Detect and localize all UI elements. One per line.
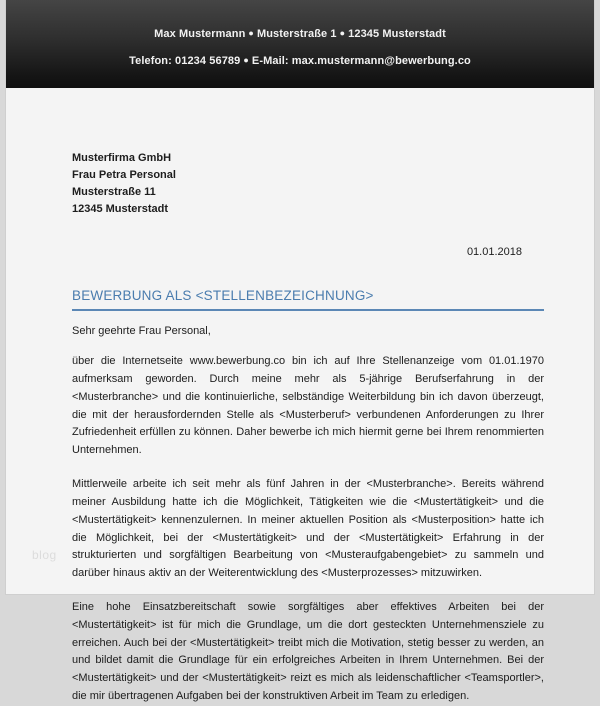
recipient-company: Musterfirma GmbH (72, 152, 172, 164)
letter-date: 01.01.2018 (466, 246, 522, 259)
letter-page (6, 0, 594, 702)
bullet-separator-icon: ● (243, 55, 249, 65)
bullet-separator-icon: ● (248, 27, 254, 38)
bullet-separator-icon: ● (339, 27, 346, 38)
sender-city: 12345 Musterstadt (348, 27, 446, 40)
subject-divider (72, 309, 544, 311)
recipient-person: Frau Petra Personal (72, 169, 176, 182)
sender-name: Max Mustermann (154, 27, 246, 40)
blog-watermark: blog (32, 548, 57, 562)
sender-street: Musterstraße 1 (256, 27, 337, 40)
recipient-city: 12345 Musterstadt (72, 203, 168, 216)
sender-phone: Telefon: 01234 56789 (129, 55, 241, 67)
sender-email[interactable]: E-Mail: max.mustermann@bewerbung.co (251, 55, 471, 67)
body-paragraph: Mittlerweile arbeite ich seit mehr als fünf Jahren in der <Musterbranche>. Bereits während meiner Ausbildung hatte ich die Möglichkeit, Tätigkeiten wie die <Mustertätigkeit> und die <Mustertätigkeit> kennenzulernen. In meiner aktuellen Position als <Musterposition> hatte ich die Möglichkeit, bei der <Mustertätigkeit> und der <Mustertätigkeit> Erfahrung in der strukturierten und sorgfältigen Bearbeitung von <Musteraufgabengebiet> zu sammeln und darüber hinaus aktiv an der Weiterentwicklung des <Musterprozesses> mitzuwirken. (72, 478, 544, 580)
recipient-address-block (72, 150, 544, 218)
recipient-street: Musterstraße 11 (72, 186, 156, 199)
body-paragraph: über die Internetseite www.bewerbung.co bin ich auf Ihre Stellenanzeige vom 01.01.1970 aufmerksam geworden. Durch meine mehr als 5-jährige Berufserfahrung in der <Musterbranche> und die kontinuierliche, selbständige Weiterbildung bin ich davon überzeugt, die mit der herausfordernden Stelle als <Musterberuf> verbundenen Anforderungen zu Ihrer Zufriedenheit erfüllen zu können. Daher bewerbe ich mich hiermit gerne bei Ihrem renommierten Unternehmen. (72, 355, 544, 457)
body-paragraph: Eine hohe Einsatzbereitschaft sowie sorgfältiges aber effektives Arbeiten bei der <Mustertätigkeit> ist für mich die Grundlage, um die dort gesteckten Unternehmensziele zu erreichen. Auch bei der <Mustertätigkeit> treibt mich die Motivation, stetig besser zu werden, an und bildet damit die Grundlage für ein erfolgreiches Arbeiten in Ihrem Unternehmen. Bei der <Mustertätigkeit> und der <Mustertätigkeit> reizt es mich als leidenschaftlicher <Teamsportler>, die mir übertragenen Aufgaben bei der konstruktiven Arbeit im Team zu erledigen. (72, 600, 544, 702)
salutation-line: Sehr geehrte Frau Personal, (72, 325, 211, 338)
letterhead-contact-line-1 (154, 27, 446, 42)
letterhead-contact-line-2 (129, 54, 471, 69)
subject-heading: BEWERBUNG ALS <STELLENBEZEICHNUNG> (72, 288, 374, 304)
letter-body (6, 150, 594, 706)
letterhead-banner (6, 0, 594, 88)
